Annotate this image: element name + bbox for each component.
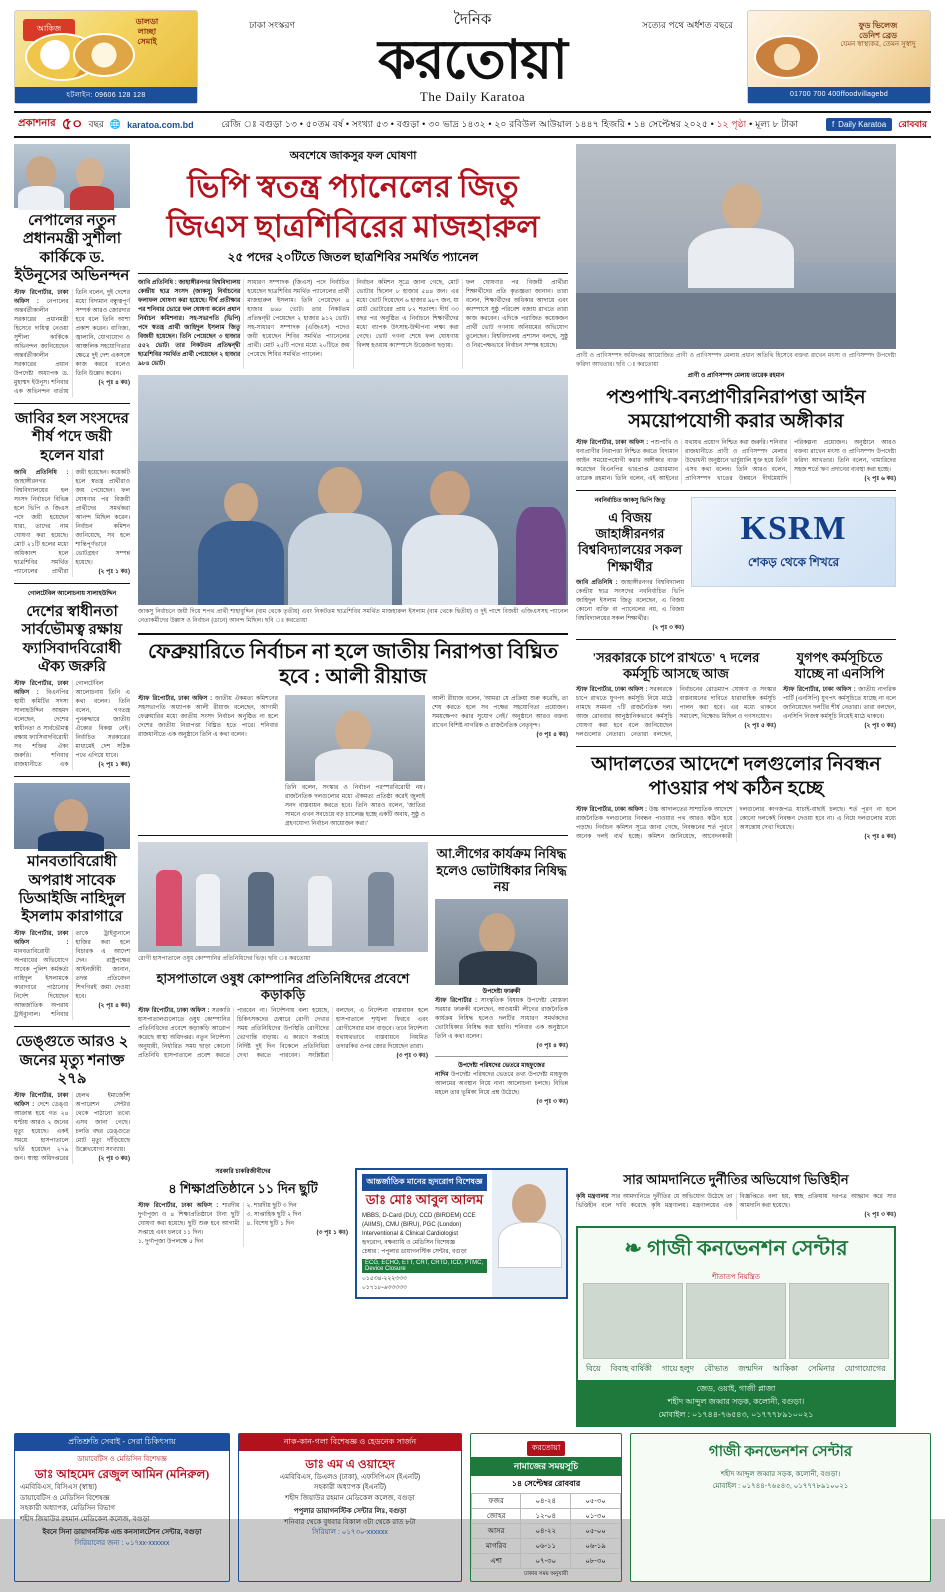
ksrm-logo: KSRM [740, 509, 847, 547]
left-item5-body: স্টাফ রিপোর্টার, ঢাকা অফিস : দেশে ডেঙ্গু আক্রান্ত হয়ে গত ২৪ ঘণ্টায় আরও ২ জনের মৃত্যু হয়েছে। একই সময়ে হাসপাতালে ভর্তি হয়েছেন ২৭৯ জন। স্বাস্থ্য অধিদপ্তরের হেলথ ইমার্জেন্সি অপারেশন সেন্টার থেকে পাঠানো তথ্যে এসব জানা গেছে। চলতি বছর ডেঙ্গুতে মোট মৃত্যু দাঁড়িয়েছে উল্লেখযোগ্য সংখ্যায়। (২ পৃঃ ৩ কঃ) [14, 1093, 130, 1163]
ad-left-contact: হটলাইন: 09606 128 128 [15, 87, 197, 103]
photo-yunus-karki [14, 144, 130, 208]
gazi-title: ❧ গাজী কনভেনশন সেন্টার [624, 1235, 848, 1260]
noodle-bowl-icon-2 [73, 33, 135, 77]
gazi-services: বিয়ে বিবাহ বার্ষিকী গায়ে হলুদ বৌভাত জন্মদিন আকিকা সেমিনার যোগাযোগের [586, 1363, 886, 1373]
left-item4-body: স্টাফ রিপোর্টার, ঢাকা অফিস : মানবতাবিরোধী অপরাধের অভিযোগে সাবেক পুলিশ কর্মকর্তা নাহিদুল ইসলামকে কারাগারে পাঠানোর নির্দেশ দিয়েছেন আন্তর্জাতিক অপরাধ ট্রাইব্যুনাল। শনিবার তাকে ট্রাইব্যুনালে হাজির করা হলে বিচারক এ আদেশ দেন। রাষ্ট্রপক্ষের আইনজীবী জানান, তদন্ত প্রতিবেদন শিগগিরই জমা দেওয়া হবে। (২ পৃঃ ৪ কঃ) [14, 931, 130, 1019]
info-bar [14, 111, 931, 138]
masthead-subtitle: The Daily Karatoa [419, 89, 526, 104]
edition-left: ঢাকা সংস্করণ [249, 20, 295, 30]
gazi-photo-strip [578, 1283, 894, 1359]
mid-story2-body: স্টাফ রিপোর্টার, ঢাকা অফিস : সরকারি হাসপাতালগুলোতে ওষুধ কোম্পানির প্রতিনিধিদের প্রবেশে কড়াকড়ি আরোপ করেছে স্বাস্থ্য অধিদপ্তর। নতুন নির্দেশনা অনুযায়ী, নির্ধারিত সময় ছাড়া কোনো প্রতিনিধি হাসপাতালে প্রবেশ করতে পারবেন না। নির্দেশনায় বলা হয়েছে, চিকিৎসকদের চেম্বারে রোগী দেখার সময় প্রতিনিধিদের উপস্থিতি রোগীদের ভোগান্তি বাড়ায়। এ কারণে সপ্তাহে নির্দিষ্ট দুই দিন বিকেলে প্রতিনিধিরা দেখা করতে পারবেন। সংশ্লিষ্টরা বলছেন, এ নির্দেশনা বাস্তবায়ন হলে হাসপাতালে শৃঙ্খলা ফিরবে এবং রোগীসেবার মান বাড়বে। তবে নির্দেশনা যথাযথভাবে বাস্তবায়নে নিয়মিত তদারকির ওপর জোর দিয়েছেন তারা। (৩ পৃঃ ৩ কঃ) [138, 1008, 428, 1060]
ad-ent-doctor[interactable] [238, 1433, 462, 1582]
prayer-times-table [471, 1493, 621, 1569]
lead-photo-caption: জাকসু নির্বাচনে জয়ী দিয়ে শপথ প্রার্থী শাহাবুদ্দিন (বাম থেকে তৃতীয়) এবং নিকটতম ছাত্রশিবির সমর্থিত মাজহারুল ইসলাম (বাম থেকে দ্বিতীয়) ও দুই পাশে বিজয়ী এজিএসসহ প্যানেল নেতাকর্মীদের উল্লাস ও নির্বাচন (ডানে) আনন্দ মিছিল। ছবি ঃ করতোয়া [138, 608, 568, 624]
right-story2-body: জাবি প্রতিনিধি : জাহাঙ্গীরনগর বিশ্ববিদ্যালয় কেন্দ্রীয় ছাত্র সংসদের নবনির্বাচিত ভিপি জাহিদুল ইসলাম জিতু বলেছেন, এ বিজয় কোনো ব্যক্তি বা প্যানেলের নয়, এ বিজয় বিশ্ববিদ্যালয়ের সকল শিক্ষার্থীর। (২ পৃঃ ৩ কঃ) [576, 579, 685, 631]
gazi-secondary-mobile: মোবাইল : ০১৭৪৪-৭৬৫৪৩, ০১৭৭৭৮৯১০০২১ [712, 1482, 849, 1490]
gazi-secondary-address: শহীদ আব্দুল জব্বার সড়ক, কলোনী, বগুড়া। [720, 1470, 841, 1478]
list-item: ৩. সাপ্তাহিক ছুটি ২ দিন [246, 1211, 302, 1218]
hospital-photo-caption: রোগী হাসপাতালে ওষুধ কোম্পানির প্রতিনিধিদের ভিড়। ছবি ঃ করতোয়া [138, 956, 311, 963]
mid-story1-headline: ফেব্রুয়ারিতে নির্বাচন না হলে জাতীয় নিরাপত্তা বিঘ্নিত হবে : আলী রীয়াজ [147, 641, 559, 689]
photo-ali-riaz [285, 695, 425, 781]
photo-hospital-corridor [138, 842, 428, 952]
table-row: আসর ০৪-২২ ০৫-০০ [472, 1523, 621, 1538]
ad-brand-logo: আকিজ [23, 19, 75, 41]
ksrm-tagline: শেকড় থেকে শিখরে [747, 554, 840, 569]
facebook-icon: f [831, 120, 835, 129]
facebook-page-link[interactable]: f Daily Karatoa [826, 118, 892, 131]
doctor-phone-2: ০১৭১৮-৬৩৩৩৩৩ [362, 1285, 407, 1292]
center-column [138, 144, 568, 1164]
left-item2-headline: জাবির হল সংসদের শীর্ষ পদে জয়ী হলেন যারা [15, 411, 129, 464]
globe-icon: 🌐 [109, 119, 122, 129]
left-item1-caption: নেপালের নতুন প্রধানমন্ত্রী সুশীলা কার্কিকে ড. ইউনূসের অভিনন্দন [14, 213, 130, 284]
list-item: ২. শারদীয় ছুটি ৩ দিন [246, 1202, 297, 1209]
ad2-top: নাক-কান-গলা বিশেষজ্ঞ ও হেডনেক সার্জন [239, 1434, 461, 1451]
lower-center [138, 1168, 568, 1426]
ad1-top: প্রতিশ্রুতি সেবাই - সেরা চিকিৎসায় [15, 1434, 229, 1451]
doctor-degrees: MBBS, D-Card (DU), CCD (BIRDEM) CCE (AIIMS), CMU (BIRU), PGC (London) [362, 1213, 476, 1229]
doctor-ad-top-bar: আন্তর্জাতিক মানের হৃদরোগ বিশেষজ্ঞ [362, 1174, 487, 1191]
ad-right-contact: 01700 700 400 f foodvillagebd [748, 87, 930, 103]
right-story5-headline: আদালতের আদেশে দলগুলোর নিবন্ধন পাওয়ার পথ কঠিন হচ্ছে [591, 754, 881, 800]
ad1-line-3: সহকারী অধ্যাপক, মেডিসিন বিভাগ [20, 1505, 115, 1513]
mid-story1-col3: আলী রীয়াজ বলেন, 'আমরা যে প্রক্রিয়া শুরু করেছি, তা শেষ করতে হলে সব পক্ষের সহযোগিতা প্রয়োজন। সময়ক্ষেপণ করার সুযোগ নেই।' অনুষ্ঠানে আরও বক্তব্য রাখেন বিশিষ্ট নাগরিক ও রাজনৈতিক নেতৃবৃন্দ। (৩ পৃঃ ৪ কঃ) [432, 696, 568, 739]
gazi-photo-2 [686, 1283, 786, 1359]
bread-icon [754, 35, 820, 79]
doctor-line-1: হৃদরোগ, বক্ষব্যাধি ও মেডিসিন বিশেষজ্ঞ [362, 1240, 456, 1247]
right-story2-headline: এ বিজয় জাহাঙ্গীরনগর বিশ্ববিদ্যালয়ের সকল শিক্ষার্থীর [577, 509, 683, 574]
masthead-title-block [198, 8, 747, 105]
ad-cardiologist[interactable] [355, 1168, 568, 1299]
bottom-ads [0, 1427, 945, 1592]
lead-headline-line1: ভিপি স্বতন্ত্র প্যানেলের জিতু [187, 169, 519, 204]
ad2-chamber: পপুলার ডায়াগনস্টিক সেন্টার লিঃ, বগুড়া [293, 1508, 407, 1516]
doctor-photo [492, 1170, 566, 1297]
gazi-secondary-title: গাজী কনভেনশন সেন্টার [708, 1443, 853, 1460]
left-item3-kicker: গোলটেবিল আলোচনায় সালাহউদ্দিন [27, 591, 117, 598]
mid-story4-body: স্টাফ রিপোর্টার, ঢাকা অফিস : শারদীয় দুর্গাপূজা ও ৪ শিক্ষাপ্রতিষ্ঠানে টানা ছুটি ঘোষণা করা হয়েছে। ছুটি শুরু হবে আগামী সপ্তাহে এবং চলবে ১১ দিন। ১. দুর্গাপূজা উপলক্ষে ৫ দিন ২. শারদীয় ছুটি ৩ দিন ৩. সাপ্তাহিক ছুটি ২ দিন ৪. বিশেষ ছুটি ১ দিন (৩ পৃঃ ১ কঃ) [138, 1202, 348, 1245]
weekday-label: রোববার [898, 119, 927, 129]
publication-years-suffix: বছর [88, 119, 104, 129]
ad-ksrm[interactable] [691, 497, 896, 587]
ad-gazi-secondary[interactable] [630, 1433, 931, 1582]
leaf-icon: ❧ [624, 1235, 642, 1260]
photo-livestock-fair [576, 144, 896, 349]
facebook-icon: f [840, 91, 843, 98]
ad-left-tagline: ডালডা লাচ্ছা সেমাই [135, 16, 159, 46]
ad-gazi-convention-center[interactable] [576, 1226, 896, 1427]
photo-police-officer [14, 783, 130, 849]
ad1-foot: ইবনে সিনা ডায়াগনস্টিক এন্ড কনসালটেশন সেন্টার, বগুড়া [42, 1529, 202, 1537]
mid-story3-kicker: উপদেষ্টা ফারুকী [482, 989, 521, 996]
mid-story1-col2: তিনি বলেন, সংস্কার ও নির্বাচন পরস্পরবিরোধী নয়। রাজনৈতিক দলগুলোর মধ্যে ঐকমত্য প্রতিষ্ঠা করেই জুলাই সনদ বাস্তবায়ন করতে হবে। তিনি আরও বলেন, 'জাতির সামনে এখন সবচেয়ে বড় চ্যালেঞ্জ হচ্ছে একটি অবাধ, সুষ্ঠু ও গ্রহণযোগ্য নির্বাচন আয়োজন করা।' [285, 785, 425, 828]
denik-label: দৈনিক [453, 12, 492, 28]
ad-top-right[interactable]: ফুড ভিলেজ ডেনিশ ব্রেড যেমন স্বাস্থ্যকর, তেমন সুস্বাদু 01700 700 400 f foodvillagebd [747, 10, 931, 104]
ad1-sub: ডায়াবেটিস ও মেডিসিন বিশেষজ্ঞ [77, 1455, 167, 1463]
prayer-times-date: ১৪ সেপ্টেম্বর রোববার [511, 1478, 581, 1488]
right-story5-body: স্টাফ রিপোর্টার, ঢাকা অফিস : উচ্চ আদালতের সাম্প্রতিক আদেশে রাজনৈতিক দলগুলোর নিবন্ধন পাওয়ার পথ আরও কঠিন হয়ে পড়ছে। নির্বাচন কমিশন সূত্রে জানা গেছে, নিবন্ধনের শর্ত পূরণে অনেক দলই ব্যর্থ হচ্ছে। কমিশন জানিয়েছে, আবেদনকারী দলগুলোর কাগজপত্র যাচাই-বাছাই চলছে। শর্ত পূরণ না হলে কোনো দলকেই নিবন্ধন দেওয়া হবে না। এ নিয়ে দলগুলোর মধ্যে অসন্তোষ দেখা দিয়েছে। (২ পৃঃ ৪ কঃ) [576, 806, 896, 840]
website-link[interactable]: karatoa.com.bd [127, 119, 194, 130]
publication-label: প্রকাশনার [18, 118, 56, 129]
masthead [0, 0, 945, 107]
mid-story5-body: নাদিম উপদেষ্টা পরিষদের ভেতরে তথ্য উপদেষ্টা মাহফুজ আলমের অবস্থান নিয়ে নানা আলোচনা চলছে। বিভিন্ন মহলে তার ভূমিকা নিয়ে প্রশ্ন উঠেছে। (৩ পৃঃ ৩ কঃ) [435, 1072, 568, 1106]
ad1-line-2: ডায়াবেটিস ও মেডিসিন বিশেষজ্ঞ [20, 1494, 110, 1502]
publication-years: ৫০ [61, 115, 83, 133]
doctor-phone: ০১৫৩৪-২২২৩৩৩ [362, 1276, 407, 1283]
lead-subhead: ২৫ পদের ২০টিতে জিতল ছাত্রশিবির সমর্থিত প্যানেল [138, 249, 568, 274]
gazi-badge: শীতাতপ নিয়ন্ত্রিত [712, 1273, 760, 1281]
left-item3-headline: দেশের স্বাধীনতা সার্বভৌমত্ব রক্ষায় ফ্যাসিবাদবিরোধী ঐক্য জরুরি [21, 604, 123, 675]
mid-story3-headline: আ.লীগের কার্যক্রম নিষিদ্ধ হলেও ভোটাধিকার নিষিদ্ধ নয় [436, 846, 567, 894]
ad2-phone: সিরিয়াল : ০১৭৩০-xxxxxx [312, 1529, 388, 1537]
main-grid [0, 138, 945, 1164]
left-column [14, 144, 130, 1164]
lead-headline-line2: জিএস ছাত্রশিবিরের মাজহারুল [166, 208, 540, 244]
ad2-line-3: শহীদ জিয়াউর রহমান মেডিকেল কলেজ, বগুড়া [285, 1494, 415, 1502]
right-story3-body: স্টাফ রিপোর্টার, ঢাকা অফিস : সরকারকে চাপে রাখতে যুগপৎ কর্মসূচি নিয়ে মাঠে নামছে সমমনা ৭টি রাজনৈতিক দল। আজ রোববার আনুষ্ঠানিকভাবে কর্মসূচি ঘোষণা করা হবে বলে জানিয়েছেন দলগুলোর নেতারা। নেতারা বলছেন, নির্বাচনের রোডম্যাপ ঘোষণা ও সংস্কার বাস্তবায়নের দাবিতে ধারাবাহিক কর্মসূচি পালন করা হবে। এর মধ্যে থাকবে সমাবেশ, বিক্ষোভ মিছিল ও গণসংযোগ। (২ পৃঃ ৫ কঃ) [576, 687, 776, 739]
table-row: এশা ০৭-৩০ ০৮-৩০ [472, 1553, 621, 1568]
ad2-time: শনিবার থেকে বুধবার বিকাল ৩টা থেকে রাত ৮টা [284, 1518, 416, 1526]
right-story3-headline: 'সরকারকে চাপে রাখতে' ৭ দলের কর্মসূচি আসছে আজ [592, 649, 760, 682]
prayer-times-title: নামাজের সময়সূচি [471, 1457, 621, 1476]
ad-diabetes-doctor[interactable] [14, 1433, 230, 1582]
table-row: জোহর ১২-০৪ ০১-৩০ [472, 1508, 621, 1523]
mid-story4-headline: ৪ শিক্ষাপ্রতিষ্ঠানে ১১ দিন ছুটি [168, 1181, 318, 1197]
photo-faruki [435, 899, 568, 985]
left-item5-headline: ডেঙ্গুতে আরও ২ জনের মৃত্যু শনাক্ত ২৭৯ [15, 1034, 129, 1088]
lead-kicker: অবশেষে জাকসুর ফল ঘোষণা [289, 150, 417, 162]
ad2-line-1: এমবিবিএস, ডিএলও (ঢাকা), এফসিপিএস (ইএনটি) [279, 1473, 421, 1481]
right-photo1-caption: প্রাণী ও প্রাণিসম্পদ অধিদপ্তর আয়োজিত প্রাণী ও প্রাণিসম্পদ মেলায় প্রধান অতিথি হিসেবে বক্তব্য রাখেন মৎস্য ও প্রাণিসম্পদ উপদেষ্টা ফরিদা আখতার। ছবি ঃ করতোয়া [576, 353, 896, 368]
left-item4-caption: মানবতাবিরোধী অপরাধ সাবেক ডিআইজি নাহিদুল ইসলাম কারাগারে [18, 854, 126, 926]
gazi-photo-3 [789, 1283, 889, 1359]
right-story4-headline: যুগপৎ কর্মসূচিতে যাচ্ছে না এনসিপি [794, 649, 885, 682]
page-title: করতোয়া [378, 30, 567, 90]
doctor-specialty: Interventional & Clinical Cardiologist [362, 1231, 459, 1238]
ad2-doctor-name: ডাঃ এম এ ওয়াহেদ [305, 1456, 395, 1471]
mid-story1-col1: স্টাফ রিপোর্টার, ঢাকা অফিস : জাতীয় ঐকমত্য কমিশনের সহসভাপতি অধ্যাপক আলী রীয়াজ বলেছেন, আগামী ফেব্রুয়ারির মধ্যে জাতীয় সংসদ নির্বাচন অনুষ্ঠিত না হলে দেশের জাতীয় নিরাপত্তা বিঘ্নিত হতে পারে। শনিবার রাজধানীতে এক অনুষ্ঠানে তিনি এ কথা বলেন। [138, 696, 278, 739]
ad1-line-1: এমবিবিএস, বিসিএস (স্বাস্থ্য) [20, 1484, 97, 1492]
table-row: মাগরিব ০৬-১১ ০৬-১৯ [472, 1538, 621, 1553]
doctor-services-chip: ECG, ECHO, ETT, CRT, CRTD, ICD, PTMC, Device Closure [362, 1259, 487, 1273]
lower-grid [0, 1164, 945, 1426]
right-story1-headline: পশুপাখি-বন্যপ্রাণীরনিরাপত্তা আইন সময়োপযোগী করার অঙ্গীকার [606, 387, 866, 433]
edition-right: সত্যের পথে অর্ধশত বছরে [642, 20, 733, 30]
mid-story3-body: স্টাফ রিপোর্টার : সাংস্কৃতিক বিষয়ক উপদেষ্টা মোস্তফা সরয়ার ফারুকী বলেছেন, আওয়ামী লীগের রাজনৈতিক কার্যক্রম নিষিদ্ধ হলেও দলটির সাধারণ সমর্থকদের ভোটাধিকার নিষিদ্ধ করা হয়নি। শনিবার এক অনুষ্ঠানে তিনি এ কথা বলেন। (৩ পৃঃ ৪ কঃ) [435, 998, 568, 1050]
table-row: ফজর ০৪-২৪ ০৫-৩০ [472, 1493, 621, 1508]
left-item3-body: স্টাফ রিপোর্টার, ঢাকা অফিস : বিএনপির স্থায়ী কমিটির সদস্য সালাহউদ্দিন আহমদ বলেছেন, দেশের স্বাধীনতা ও সার্বভৌমত্ব রক্ষায় ফ্যাসিবাদবিরোধী সব শক্তির ঐক্য জরুরি। শনিবার রাজধানীতে এক গোলটেবিল আলোচনায় তিনি এ কথা বলেন। তিনি বলেন, গণতন্ত্র পুনরুদ্ধারে জাতীয় ঐক্যের বিকল্প নেই। নির্বাচিত সরকারের মাধ্যমেই দেশ সঠিক পথে এগিয়ে যাবে। (২ পৃঃ ১ কঃ) [14, 681, 130, 769]
lower-left-spacer [14, 1168, 130, 1426]
mid-story5-headline: উপদেষ্টা পরিষদের ভেতরে মাহফুজের [458, 1063, 545, 1070]
right-story1-body: স্টাফ রিপোর্টার, ঢাকা অফিস : পশুপাখি ও বন্যপ্রাণীর নিরাপত্তা নিশ্চিত করতে বিদ্যমান আইন সময়োপযোগী করার অঙ্গীকার ব্যক্ত করেছেন বিএনপির ভারপ্রাপ্ত চেয়ারম্যান তারেক রহমান। তিনি বলেন, এই আইনের যথাযথ প্রয়োগ নিশ্চিত করা জরুরি। শনিবার রাজধানীতে প্রাণী ও প্রাণিসম্পদ মেলার উদ্বোধনী অনুষ্ঠানে ভার্চুয়ালি যুক্ত হয়ে তিনি এসব কথা বলেন। তিনি আরও বলেন, প্রাণিসম্পদ খাতের উন্নয়নে দীর্ঘমেয়াদি পরিকল্পনা প্রয়োজন। অনুষ্ঠানে আরও বক্তব্য রাখেন মৎস্য ও প্রাণিসম্পদ উপদেষ্টা ফরিদা আখতার। তিনি বলেন, খামারিদের সহজ শর্তে ঋণ প্রদানের ব্যবস্থা করা হচ্ছে। (২ পৃঃ ৬ কঃ) [576, 439, 896, 482]
ad1-phone: সিরিয়ালের জন্য : ০১৭xx-xxxxxx [74, 1539, 170, 1547]
mid-story4-kicker: সরকারি চাকরিজীবীদের [215, 1169, 271, 1176]
ad1-doctor-name: ডাঃ আহমেদ রেজুল আমিন (মনিরুল) [34, 1467, 210, 1482]
right-story6-headline: সার আমদানিতে দুর্নীতির অভিযোগ ভিত্তিহীন [623, 1172, 849, 1188]
karatoa-badge: করতোয়া [527, 1441, 566, 1456]
list-item: ৪. বিশেষ ছুটি ১ দিন [246, 1220, 295, 1227]
doctor-line-2: চেম্বার : পপুলার ডায়াগনস্টিক সেন্টার, বগুড়া [362, 1249, 467, 1256]
ad2-line-2: সহকারী অধ্যাপক (ইএনটি) [313, 1484, 387, 1492]
list-item: ১. দুর্গাপূজা উপলক্ষে ৫ দিন [138, 1238, 204, 1245]
ad1-line-4: শহীদ জিয়াউর রহমান মেডিকেল কলেজ, বগুড়া [20, 1515, 150, 1523]
right-column [576, 144, 896, 1164]
right-story1-kicker: প্রাণী ও প্রাণিসম্পদ মেলায় তারেক রহমান [687, 373, 785, 380]
right-story2-kicker: নবনির্বাচিত জাকসু ভিপি জিতু [594, 497, 666, 504]
prayer-times-box [470, 1433, 622, 1582]
doctor-name: ডাঃ মোঃ আবুল আলম [365, 1192, 484, 1208]
gazi-footer: জেড, ওয়াই, গাজী প্লাজা শহীদ আব্দুল জব্বার সড়ক, কলোনী, বগুড়া। মোবাইল : ০১৭৪৪-৭৬৫৪৩, ০১৭৭৭৮৯১০০২১ [578, 1380, 894, 1425]
lead-body: জাবি প্রতিনিধি : জাহাঙ্গীরনগর বিশ্ববিদ্যালয় কেন্দ্রীয় ছাত্র সংসদ (জাকসু) নির্বাচনের ফলাফল ঘোষণা করা হয়েছে। দীর্ঘ প্রতীক্ষার পর শনিবার ভোরে ফল ঘোষণা করেন প্রধান নির্বাচন কমিশনার। সহ-সভাপতি (ভিপি) পদে স্বতন্ত্র প্রার্থী জাহিদুল ইসলাম জিতু বিজয়ী হয়েছেন। তিনি পেয়েছেন ৩ হাজার ৫৫২ ভোট। তার নিকটতম প্রতিদ্বন্দ্বী ছাত্রশিবির সমর্থিত প্রার্থী পেয়েছেন ২ হাজার ৯৮৪ ভোট। সাধারণ সম্পাদক (জিএস) পদে নির্বাচিত হয়েছেন ছাত্রশিবির সমর্থিত প্যানেলের প্রার্থী মাজহারুল ইসলাম। তিনি পেয়েছেন ৪ হাজার ৪৬৮ ভোট। তার নিকটতম প্রতিদ্বন্দ্বী পেয়েছেন ২ হাজার ৯১২ ভোট। সহ-সাধারণ সম্পাদক (এজিএস) পদেও জয়ী হয়েছেন শিবির সমর্থিত প্যানেলের প্রার্থী। মোট ২৫টি পদের মধ্যে ২০টিতে জয় পেয়েছে শিবির সমর্থিত প্যানেল। নির্বাচন কমিশন সূত্রে জানা গেছে, মোট ভোটার ছিলেন ৮ হাজার ৫৪৪ জন। এর মধ্যে ভোট দিয়েছেন ৬ হাজার ৯৮৭ জন, যা মোট ভোটারের প্রায় ৮২ শতাংশ। দীর্ঘ ৩৩ বছর পর অনুষ্ঠিত এ নির্বাচনে শিক্ষার্থীদের মধ্যে ব্যাপক উৎসাহ-উদ্দীপনা লক্ষ্য করা গেছে। ভোট গণনা শেষে ফল ঘোষণায় বিলম্ব হওয়ায় ক্যাম্পাসে উত্তেজনা ছড়ায়। ফল ঘোষণার পর বিজয়ী প্রার্থীরা শিক্ষার্থীদের প্রতি কৃতজ্ঞতা জানান। তারা বলেন, শিক্ষার্থীদের অধিকার আদায়ে এবং ক্যাম্পাসে সুষ্ঠু পরিবেশ বজায় রাখতে তারা কাজ করবেন। এদিকে পরাজিত কয়েকজন প্রার্থী ভোট গণনায় অনিয়মের অভিযোগ তুলেছেন। বিশ্ববিদ্যালয় প্রশাসন বলছে, সুষ্ঠু ও নিরপেক্ষভাবে নির্বাচন সম্পন্ন হয়েছে। [138, 279, 568, 367]
left-item1-body: স্টাফ রিপোর্টার, ঢাকা অফিস : নেপালের অন্তর্বর্তীকালীন সরকারের প্রধানমন্ত্রী হিসেবে দায়িত্ব নেওয়া সুশীলা কার্কিকে অভিনন্দন জানিয়েছেন অন্তর্বর্তীকালীন সরকারের প্রধান উপদেষ্টা অধ্যাপক ড. মুহাম্মদ ইউনূস। শনিবার এক অভিনন্দন বার্তায় তিনি বলেন, দুই দেশের মধ্যে বিদ্যমান বন্ধুত্বপূর্ণ সম্পর্ক আরও জোরদার হবে বলে তিনি আশা প্রকাশ করেন। বাণিজ্য, জ্বালানি, যোগাযোগ ও আঞ্চলিক সহযোগিতার ক্ষেত্রে দুই দেশ একসঙ্গে কাজ করবে বলেও তিনি উল্লেখ করেন। (২ পৃঃ ৪ কঃ) [14, 290, 130, 396]
right-story6-body: কৃষি মন্ত্রণালয় সার আমদানিতে দুর্নীতির যে অভিযোগ উঠেছে তা ভিত্তিহীন বলে দাবি করেছে কৃষি মন্ত্রণালয়। মন্ত্রণালয়ের এক বিজ্ঞপ্তিতে বলা হয়, স্বচ্ছ প্রক্রিয়ায় দরপত্র আহ্বান করে সার আমদানি করা হয়েছে। (২ পৃঃ ৩ কঃ) [576, 1193, 896, 1218]
prayer-times-footnote: ঢাকার সময় অনুযায়ী [524, 1570, 568, 1577]
issue-meta: রেজি ঃ বগুড়া ১৩ • ৫০তম বর্ষ • সংখ্যা ৫৩ • বগুড়া • ৩০ ভাদ্র ১৪৩২ • ২০ রবিউল আউয়াল ১৪৪৭ হিজরি • ১৪ সেপ্টেম্বর ২০২৫ • ১২ পৃষ্ঠা • মূল্য ৮ টাকা [221, 119, 799, 129]
photo-jaksu-celebration [138, 375, 568, 605]
lower-right [576, 1168, 896, 1426]
gazi-photo-1 [583, 1283, 683, 1359]
mid-story2-headline: হাসপাতালে ওষুধ কোম্পানির প্রতিনিধিদের প্রবেশে কড়াকড়ি [156, 970, 410, 1003]
ad-top-left[interactable] [14, 10, 198, 104]
left-item2-body: জাবি প্রতিনিধি : জাহাঙ্গীরনগর বিশ্ববিদ্যালয়ের হল সংসদ নির্বাচনে বিভিন্ন হলে ভিপি ও জিএস পদে জয়ী হয়েছেন যারা, তাদের নাম ঘোষণা করা হয়েছে। মোট ২১টি হলের মধ্যে অধিকাংশ হলে ছাত্রশিবির সমর্থিত প্যানেলের প্রার্থীরা জয়ী হয়েছেন। কয়েকটি হলে স্বতন্ত্র প্রার্থীরাও জয় পেয়েছেন। ফল ঘোষণার পর বিজয়ী প্রার্থীদের সমর্থকরা আনন্দ মিছিল করেন। নির্বাচন কমিশন জানিয়েছে, সব হলে শান্তিপূর্ণভাবে ভোটগ্রহণ সম্পন্ন হয়েছে। (২ পৃঃ ১ কঃ) [14, 470, 130, 576]
right-story4-body: স্টাফ রিপোর্টার, ঢাকা অফিস : জাতীয় নাগরিক পার্টি (এনসিপি) যুগপৎ কর্মসূচিতে যাচ্ছে না বলে জানিয়েছেন দলটির শীর্ষ নেতারা। তারা বলছেন, এনসিপি নিজস্ব কর্মসূচি নিয়েই মাঠে থাকবে। (২ পৃঃ ৩ কঃ) [783, 687, 897, 730]
